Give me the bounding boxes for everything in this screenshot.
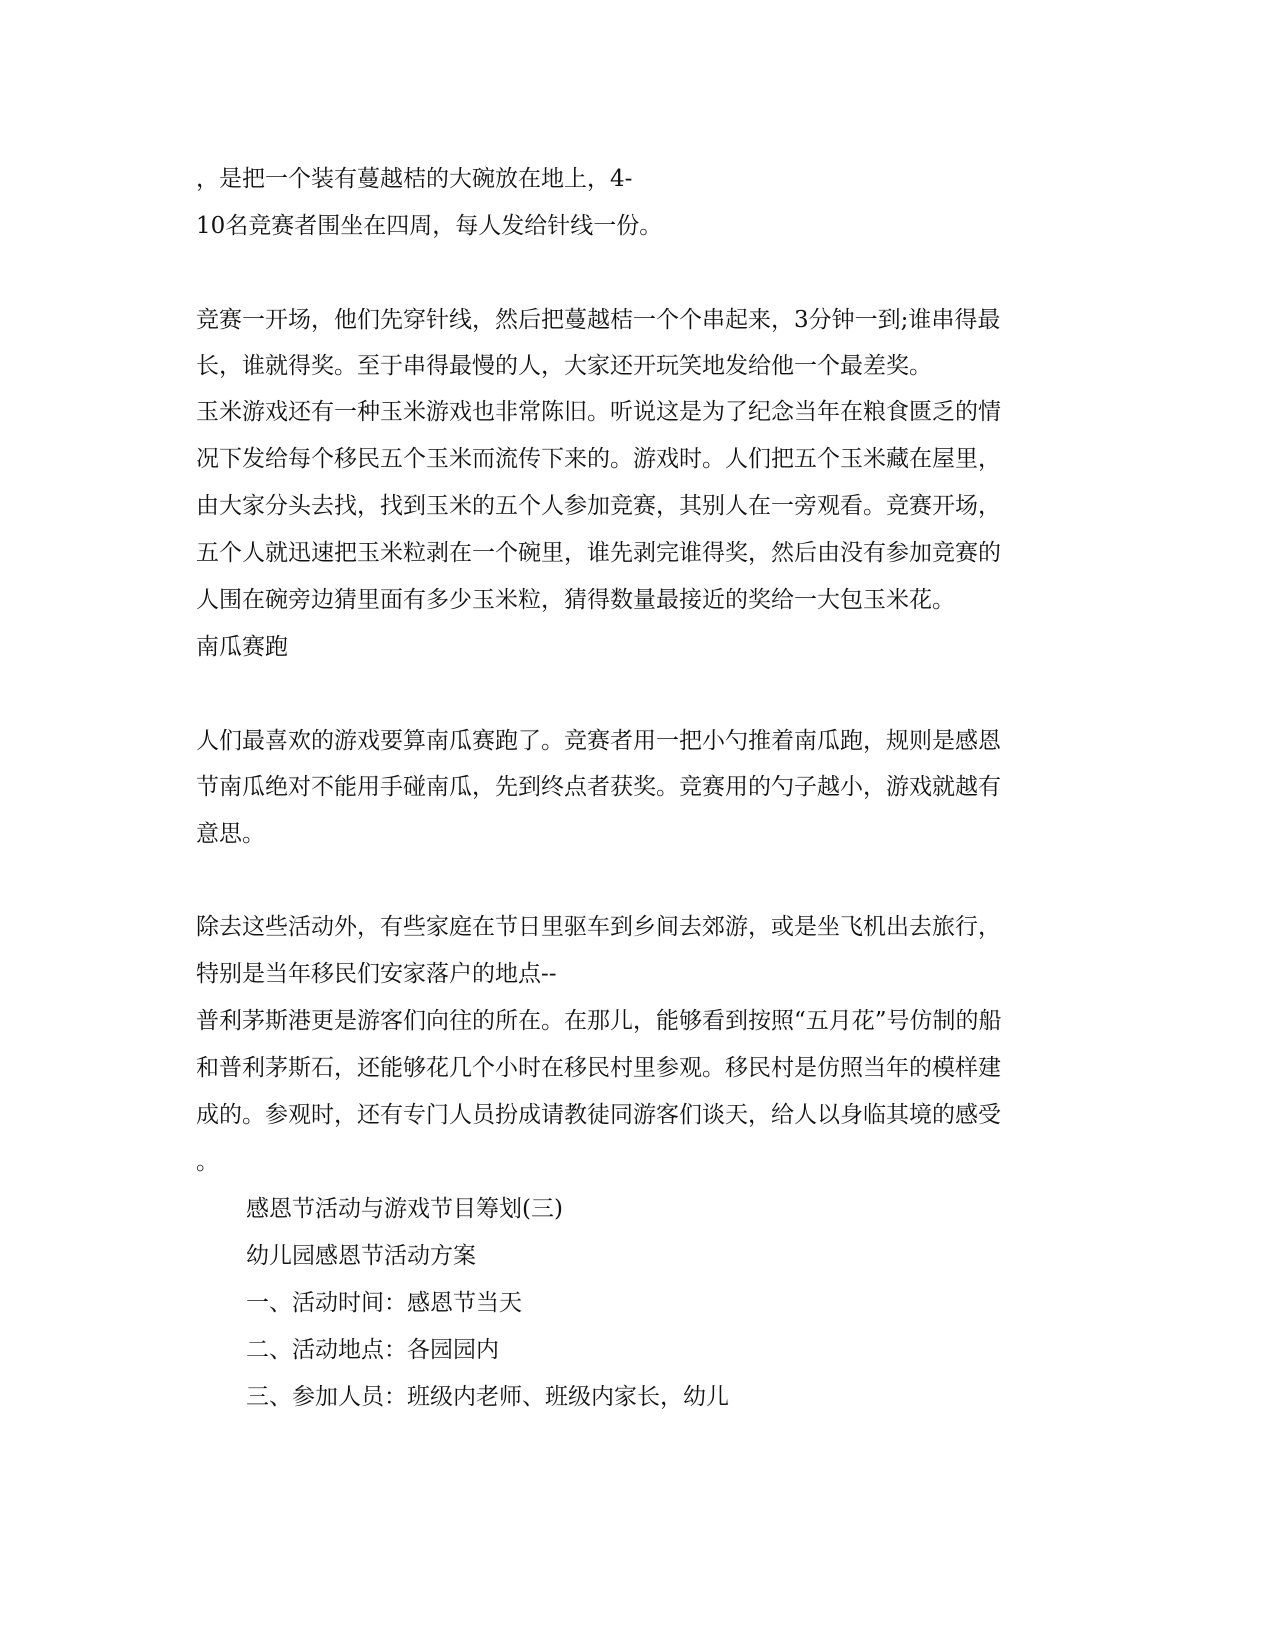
- paragraph-line: 普利茅斯港更是游客们向往的所在。在那儿，能够看到按照“五月花”号仿制的船: [196, 1008, 1002, 1034]
- section-title: 感恩节活动与游戏节目筹划(三): [246, 1196, 563, 1222]
- plan-title: 幼儿园感恩节活动方案: [246, 1243, 476, 1269]
- section-heading: 南瓜赛跑: [196, 634, 288, 660]
- paragraph-line: 玉米游戏还有一种玉米游戏也非常陈旧。听说这是为了纪念当年在粮食匮乏的情: [196, 399, 1001, 425]
- paragraph-line: 由大家分头去找，找到玉米的五个人参加竞赛，其别人在一旁观看。竞赛开场，: [196, 493, 1001, 519]
- plan-item: 一、活动时间：感恩节当天: [246, 1290, 522, 1316]
- paragraph-line: 况下发给每个移民五个玉米而流传下来的。游戏时。人们把五个玉米藏在屋里，: [196, 446, 1001, 472]
- paragraph-line: 节南瓜绝对不能用手碰南瓜，先到终点者获奖。竞赛用的勺子越小，游戏就越有: [196, 774, 1001, 800]
- paragraph-line: 特别是当年移民们安家落户的地点--: [196, 961, 557, 987]
- paragraph-line: 和普利茅斯石，还能够花几个小时在移民村里参观。移民村是仿照当年的模样建: [196, 1055, 1001, 1081]
- paragraph-line: 五个人就迅速把玉米粒剥在一个碗里，谁先剥完谁得奖，然后由没有参加竞赛的: [196, 540, 1001, 566]
- paragraph-line: ，是把一个装有蔓越桔的大碗放在地上，4-: [196, 166, 633, 192]
- paragraph-line: 10名竞赛者围坐在四周，每人发给针线一份。: [196, 213, 663, 239]
- plan-item: 三、参加人员：班级内老师、班级内家长，幼儿: [246, 1384, 729, 1410]
- paragraph-line: 除去这些活动外，有些家庭在节日里驱车到乡间去郊游，或是坐飞机出去旅行，: [196, 914, 1001, 940]
- paragraph-line: 人围在碗旁边猜里面有多少玉米粒，猜得数量最接近的奖给一大包玉米花。: [196, 587, 955, 613]
- paragraph-line: 长，谁就得奖。至于串得最慢的人，大家还开玩笑地发给他一个最差奖。: [196, 353, 932, 379]
- paragraph-line: 。: [196, 1149, 219, 1175]
- plan-item: 二、活动地点：各园园内: [246, 1337, 499, 1363]
- paragraph-line: 竞赛一开场，他们先穿针线，然后把蔓越桔一个个串起来，3分钟一到;谁串得最: [196, 307, 1001, 333]
- paragraph-line: 成的。参观时，还有专门人员扮成请教徒同游客们谈天，给人以身临其境的感受: [196, 1102, 1001, 1128]
- paragraph-line: 意思。: [196, 821, 265, 847]
- paragraph-line: 人们最喜欢的游戏要算南瓜赛跑了。竞赛者用一把小勺推着南瓜跑，规则是感恩: [196, 728, 1001, 754]
